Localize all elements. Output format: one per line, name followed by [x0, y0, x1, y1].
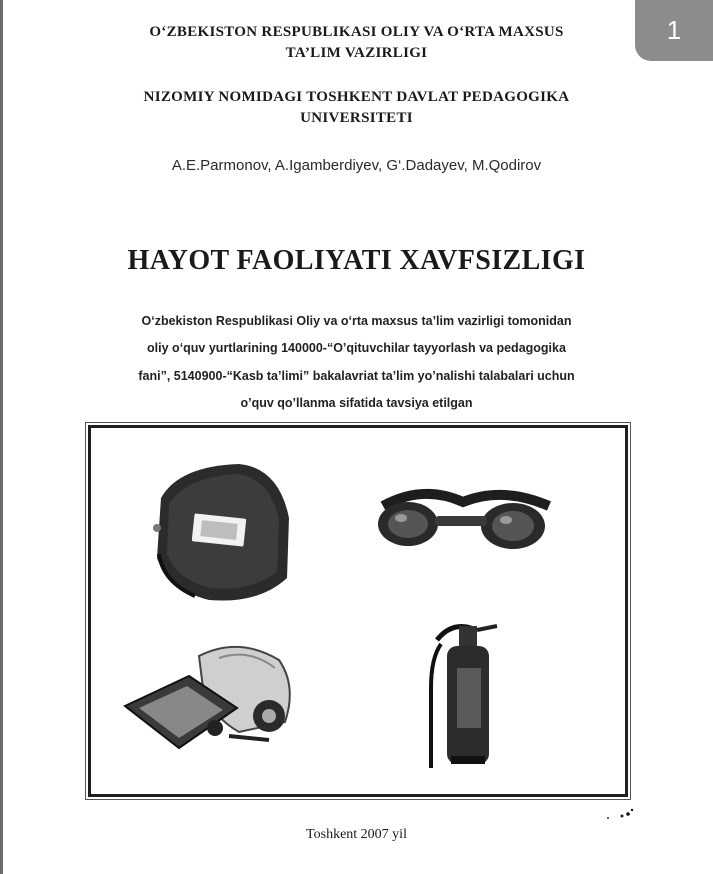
university-line-1: NIZOMIY NOMIDAGI TOSHKENT DAVLAT PEDAGOGIKA [143, 89, 570, 105]
publication-footer: Toshkent 2007 yil [306, 827, 407, 842]
safety-goggles-icon [363, 476, 563, 561]
safety-equipment-image-frame [88, 425, 628, 797]
university-line-2: UNIVERSITETI [300, 110, 413, 126]
ministry-line-1: O‘ZBEKISTON RESPUBLIKASI OLIY VA O‘RTA MAXSUS [149, 24, 564, 40]
book-title: HAYOT FAOLIYATI XAVFSIZLIGI [127, 245, 586, 276]
scan-specks [600, 806, 640, 826]
recommendation-line-1: O‘zbekiston Respublikasi Oliy va o‘rta maxsus ta’lim vazirligi tomonidan [141, 314, 572, 328]
page-left-edge [0, 0, 3, 874]
welding-mask-icon [139, 458, 299, 608]
recommendation-line-3: fani”, 5140900-“Kasb ta’limi” bakalavriat ta’lim yo’nalishi talabalari uchun [138, 369, 575, 383]
recommendation-line-2: oliy o‘quv yurtlarining 140000-“O’qituvchilar tayyorlash va pedagogika [147, 341, 566, 355]
recommendation-line-4: o’quv qo’llanma sifatida tavsiya etilgan [240, 396, 473, 410]
respirator-helmet-icon [119, 636, 309, 766]
page-number-badge: 1 [635, 0, 713, 61]
fire-extinguisher-icon [411, 618, 521, 768]
ministry-line-2: TA’LIM VAZIRLIGI [285, 45, 428, 61]
authors: A.E.Parmonov, A.Igamberdiyev, G‘.Dadayev, M.Qodirov [171, 157, 542, 174]
